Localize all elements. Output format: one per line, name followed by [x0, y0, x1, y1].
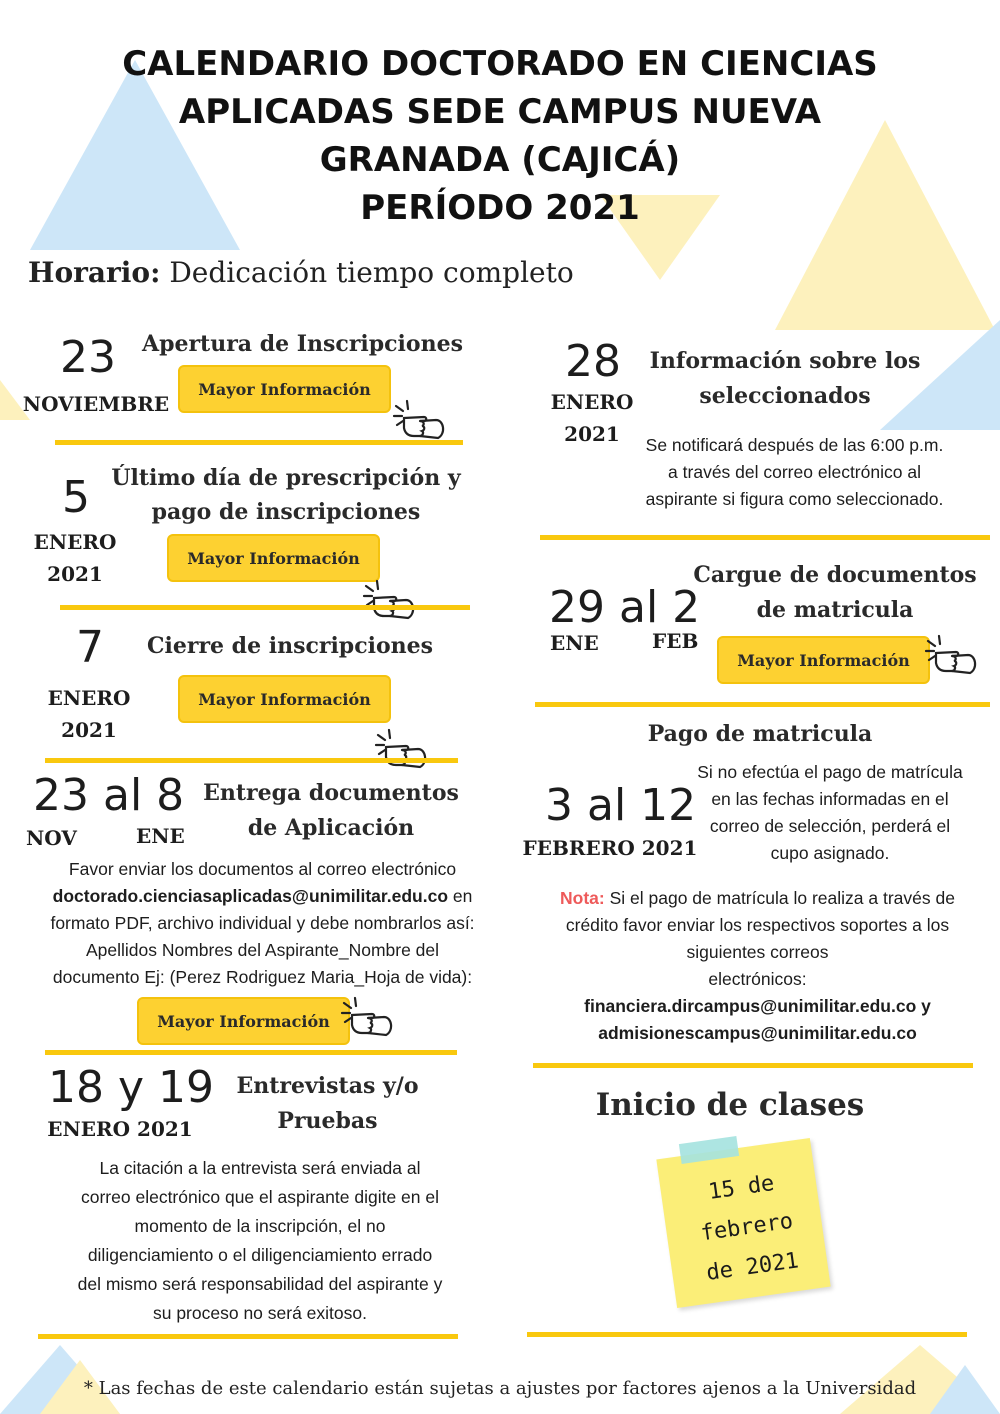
entrega-email-line — [20, 883, 505, 910]
pointing-hand-icon — [372, 727, 432, 775]
entrega-divider — [45, 1050, 457, 1055]
apertura-month: NOVIEMBRE — [22, 392, 170, 416]
ultimo-title-2: pago de inscripciones — [151, 499, 421, 525]
entrevistas-divider — [38, 1334, 458, 1339]
pointing-hand-icon — [338, 995, 398, 1043]
entrega-more-info-button[interactable]: Mayor Información — [137, 997, 350, 1045]
title-line-2: APLICADAS SEDE CAMPUS NUEVA — [178, 92, 822, 132]
entrevistas-line: del mismo será responsabilidad del aspirante y — [77, 1274, 443, 1294]
seleccionados-description — [612, 432, 977, 513]
cargue-title-1: Cargue de documentos — [693, 562, 977, 588]
page-title — [0, 40, 1000, 232]
entrega-description — [20, 856, 505, 991]
apertura-day: 23 — [60, 332, 116, 383]
entrega-text-4: Apellidos Nombres del Aspirante_Nombre del — [85, 940, 440, 960]
seleccionados-month: ENERO — [550, 390, 634, 414]
pago-line: en las fechas informadas en el — [711, 789, 949, 809]
entrega-text-3: formato PDF, archivo individual y debe nombrarlos así: — [50, 913, 475, 933]
entrega-text-2: en — [448, 886, 473, 906]
pago-nota-text-1: Si el pago de matrícula lo realiza a través de — [604, 888, 955, 908]
inicio-divider — [527, 1332, 967, 1337]
pointing-hand-icon — [390, 398, 450, 446]
pago-nota-text-4: electrónicos: — [708, 969, 807, 989]
entrevistas-line: momento de la inscripción, el no — [134, 1216, 386, 1236]
cargue-title-2: de matricula — [756, 597, 914, 623]
horario — [28, 256, 574, 289]
entrevistas-title-2: Pruebas — [277, 1108, 378, 1134]
cierre-day: 7 — [76, 622, 104, 673]
cargue-range: 29 al 2 — [549, 582, 701, 633]
ultimo-more-info-button[interactable]: Mayor Información — [167, 534, 380, 582]
pago-month: FEBRERO 2021 — [522, 836, 698, 860]
pago-nota-label: Nota: — [560, 888, 605, 908]
entrevistas-line: correo electrónico que el aspirante digite en el — [81, 1187, 439, 1207]
pointing-hand-icon — [360, 578, 420, 626]
pago-line: Si no efectúa el pago de matrícula — [697, 762, 963, 782]
inicio-note-line-2: febrero — [699, 1208, 795, 1247]
pago-email-1[interactable]: financiera.dircampus@unimilitar.edu.co y — [584, 996, 931, 1016]
entrega-text-5: documento Ej: (Perez Rodriguez Maria_Hoja de vida): — [52, 967, 473, 987]
title-line-3: GRANADA (CAJICÁ) — [319, 140, 681, 180]
seleccionados-year: 2021 — [564, 422, 620, 446]
cargue-more-info-button[interactable]: Mayor Información — [717, 636, 930, 684]
sticky-note-text — [664, 1158, 829, 1298]
ultimo-month: ENERO — [33, 530, 117, 554]
pago-email-2[interactable]: admisionescampus@unimilitar.edu.co — [598, 1023, 917, 1043]
entrevistas-line: La citación a la entrevista será enviada al — [99, 1158, 421, 1178]
apertura-divider — [55, 440, 463, 445]
cierre-year: 2021 — [61, 718, 117, 742]
entrevistas-line: su proceso no será exitoso. — [152, 1303, 367, 1323]
seleccionados-line: Se notificará después de las 6:00 p.m. — [645, 435, 944, 455]
ultimo-day: 5 — [62, 472, 90, 523]
cierre-title: Cierre de inscripciones — [146, 633, 433, 659]
cargue-month-start: ENE — [550, 631, 599, 655]
pago-range: 3 al 12 — [545, 780, 697, 831]
pago-description — [670, 759, 990, 867]
apertura-title: Apertura de Inscripciones — [142, 331, 463, 357]
entrega-title-1: Entrega documentos — [203, 780, 459, 806]
entrega-range: 23 al 8 — [33, 770, 185, 821]
entrevistas-range: 18 y 19 — [48, 1062, 214, 1113]
inicio-note-line-1: 15 de — [706, 1170, 776, 1205]
cierre-divider — [45, 758, 458, 763]
pago-nota-text-2: crédito favor enviar los respectivos soportes a los — [565, 915, 950, 935]
seleccionados-title-1: Información sobre los — [649, 348, 921, 374]
cierre-more-info-button[interactable]: Mayor Información — [178, 675, 391, 723]
pago-nota — [520, 885, 995, 1047]
title-line-4: PERÍODO 2021 — [360, 188, 640, 228]
footer-disclaimer: * Las fechas de este calendario están sujetas a ajustes por factores ajenos a la Universidad — [83, 1378, 917, 1399]
entrevistas-month: ENERO 2021 — [47, 1117, 193, 1141]
entrevistas-line: diligenciamiento o el diligenciamiento errado — [87, 1245, 433, 1265]
entrega-email[interactable]: doctorado.cienciasaplicadas@unimilitar.edu.co — [52, 886, 449, 906]
pointing-hand-icon — [922, 633, 982, 681]
horario-label: Horario: — [28, 256, 161, 289]
entrega-month-end: ENE — [136, 824, 185, 848]
ultimo-year: 2021 — [47, 562, 103, 586]
seleccionados-title-2: seleccionados — [699, 383, 871, 409]
cierre-month: ENERO — [47, 686, 131, 710]
cargue-divider — [535, 702, 990, 707]
title-line-1: CALENDARIO DOCTORADO EN CIENCIAS — [122, 44, 878, 84]
inicio-title: Inicio de clases — [595, 1087, 865, 1123]
entrevistas-title-1: Entrevistas y/o — [236, 1073, 419, 1099]
entrevistas-description — [20, 1154, 500, 1328]
pago-nota-text-3: siguientes correos — [686, 942, 829, 962]
ultimo-title-1: Último día de prescripción y — [111, 465, 461, 491]
horario-value: Dedicación tiempo completo — [169, 256, 574, 289]
pago-line: cupo asignado. — [770, 843, 890, 863]
seleccionados-day: 28 — [565, 336, 621, 387]
pago-title: Pago de matricula — [647, 721, 873, 747]
entrega-text-1: Favor enviar los documentos al correo electrónico — [68, 859, 457, 879]
cargue-month-end: FEB — [652, 629, 699, 653]
ultimo-divider — [60, 605, 470, 610]
apertura-more-info-button[interactable]: Mayor Información — [178, 365, 391, 413]
seleccionados-line: a través del correo electrónico al — [668, 462, 921, 482]
pago-nota-line-1 — [520, 885, 995, 912]
seleccionados-line: aspirante si figura como seleccionado. — [645, 489, 944, 509]
inicio-note-line-3: de 2021 — [704, 1248, 801, 1286]
pago-line: correo de selección, perderá el — [709, 816, 951, 836]
entrega-month-start: NOV — [26, 826, 77, 850]
entrega-title-2: de Aplicación — [247, 815, 415, 841]
pago-divider — [533, 1063, 973, 1068]
seleccionados-divider — [540, 535, 990, 540]
